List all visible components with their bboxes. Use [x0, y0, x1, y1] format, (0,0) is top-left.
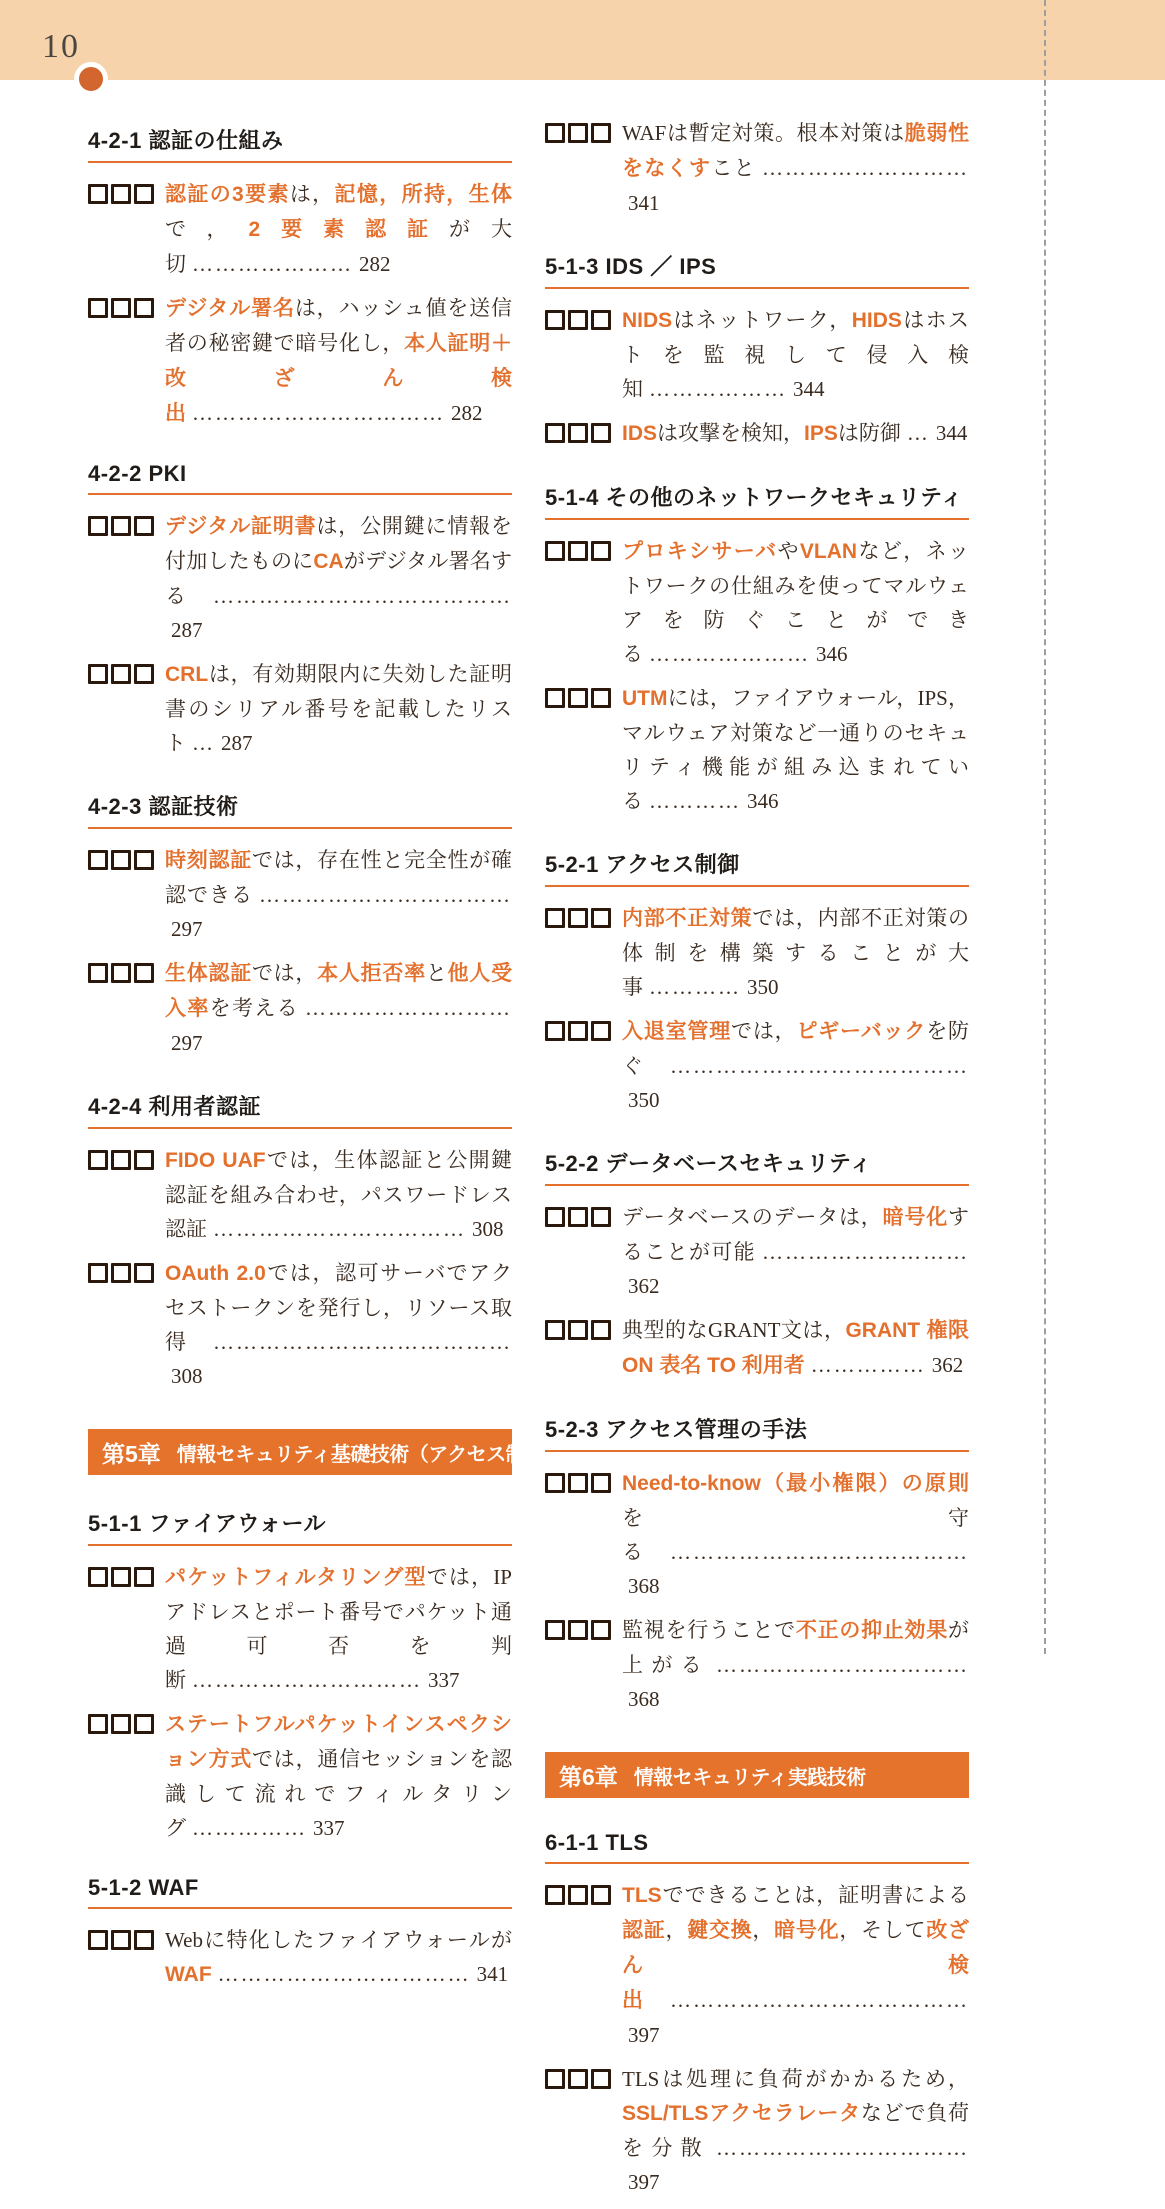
- text-segment: ，: [665, 1918, 688, 1942]
- checkbox-square-icon: [568, 310, 588, 330]
- highlight-segment: 本人証明＋改ざん検出: [165, 332, 513, 425]
- section-heading: 4-2-1 認証の仕組み: [88, 124, 512, 163]
- highlight-segment: IPS: [804, 422, 838, 445]
- checkbox-square-icon: [111, 963, 131, 983]
- checkbox-square-icon: [111, 664, 131, 684]
- checkbox-square-icon: [134, 1150, 154, 1170]
- checkbox-square-icon: [88, 1714, 108, 1734]
- checkbox-square-icon: [88, 1263, 108, 1283]
- highlight-segment: デジタル証明書: [165, 515, 317, 538]
- checkbox-square-icon: [545, 1620, 565, 1640]
- checklist-item: [545, 1200, 969, 1303]
- checkbox-square-icon: [111, 1567, 131, 1587]
- text-segment: することが可能: [622, 1205, 970, 1264]
- chapter-label: 第5章: [102, 1440, 161, 1467]
- dots-leader: ……………………………: [213, 1217, 466, 1241]
- checkboxes-group: [545, 1320, 614, 1340]
- highlight-segment: 不正の抑止効果: [795, 1619, 949, 1642]
- text-segment: を防ぐ: [622, 1019, 970, 1078]
- checkbox-square-icon: [568, 688, 588, 708]
- text-segment: で，: [165, 217, 249, 241]
- checkbox-square-icon: [134, 664, 154, 684]
- page-ref: 397: [628, 2023, 660, 2047]
- checkbox-square-icon: [88, 1930, 108, 1950]
- checkbox-square-icon: [88, 298, 108, 318]
- item-text: [165, 509, 512, 647]
- dots-leader: ……………: [192, 1816, 307, 1840]
- item-text: [622, 116, 969, 220]
- highlight-segment: 認証の3要素: [165, 183, 290, 206]
- checkbox-square-icon: [568, 1207, 588, 1227]
- text-segment: データベースのデータは，: [622, 1205, 883, 1229]
- dots-leader: ………………………: [762, 156, 970, 180]
- text-segment: では，内部不正対策の体制を構築することが大事: [622, 906, 970, 999]
- page-ref: 308: [472, 1217, 504, 1241]
- checklist-item: [545, 681, 969, 818]
- checkboxes-group: [88, 850, 157, 870]
- page-ref: 282: [359, 252, 391, 276]
- item-text: [165, 1256, 512, 1393]
- checklist-item: [545, 1313, 969, 1383]
- highlight-segment: CA: [313, 550, 344, 573]
- item-text: [622, 416, 969, 451]
- checklist-item: [545, 1014, 969, 1117]
- checkbox-square-icon: [134, 1714, 154, 1734]
- page-ref: 341: [628, 191, 660, 215]
- checkbox-square-icon: [545, 310, 565, 330]
- dots-leader: ……………: [810, 1353, 926, 1377]
- highlight-segment: TLS: [622, 1884, 662, 1907]
- checkbox-square-icon: [591, 908, 611, 928]
- checkboxes-group: [545, 310, 614, 330]
- checkboxes-group: [545, 688, 614, 708]
- checkbox-square-icon: [111, 1263, 131, 1283]
- checkbox-square-icon: [545, 1473, 565, 1493]
- text-segment: では，認可サーバでアクセストークンを発行し，リソース取得: [165, 1261, 512, 1354]
- checkbox-square-icon: [591, 423, 611, 443]
- dots-leader: …………………: [649, 642, 810, 666]
- checkbox-square-icon: [568, 123, 588, 143]
- text-segment: では，IPアドレスとポート番号でパケット通過可否を判断: [165, 1565, 512, 1692]
- checkbox-square-icon: [568, 1620, 588, 1640]
- page-ref: 337: [313, 1816, 345, 1840]
- text-segment: が上がる: [622, 1618, 970, 1677]
- highlight-segment: GRANT 権限 ON 表名 TO 利用者: [622, 1319, 969, 1377]
- checkboxes-group: [88, 1714, 157, 1734]
- text-segment: は，ハッシュ値を送信者の秘密鍵で暗号化し，: [165, 296, 512, 355]
- dots-leader: …………………………………: [213, 1330, 512, 1354]
- page-ref: 337: [428, 1668, 460, 1692]
- section-heading: 4-2-2 PKI: [88, 461, 512, 495]
- checkbox-square-icon: [568, 541, 588, 561]
- text-segment: は，: [289, 182, 335, 206]
- dots-leader: ……………………………: [716, 1653, 969, 1677]
- item-text: [165, 1707, 512, 1845]
- checkbox-square-icon: [134, 298, 154, 318]
- text-segment: と: [425, 961, 448, 985]
- checklist-item: [88, 1707, 512, 1845]
- section-heading: 5-2-1 アクセス制御: [545, 848, 969, 887]
- section-heading: 5-2-2 データベースセキュリティ: [545, 1147, 969, 1186]
- text-segment: などで負荷を分散: [622, 2101, 969, 2160]
- highlight-segment: 本人拒否率: [317, 962, 426, 985]
- checkbox-square-icon: [545, 423, 565, 443]
- chapter-title: 情報セキュリティ実践技術: [633, 1766, 866, 1789]
- checkboxes-group: [88, 184, 157, 204]
- highlight-segment: SSL/TLSアクセラレータ: [622, 2102, 861, 2125]
- page-ref: 350: [628, 1088, 660, 1112]
- checkboxes-group: [545, 2069, 614, 2089]
- checkbox-square-icon: [591, 1207, 611, 1227]
- text-segment: 典型的なGRANT文は，: [622, 1318, 846, 1342]
- highlight-segment: パケットフィルタリング型: [165, 1566, 427, 1589]
- checklist-item: [545, 303, 969, 406]
- item-text: [622, 1878, 969, 2052]
- checkbox-square-icon: [545, 1021, 565, 1041]
- section-heading: 5-1-1 ファイアウォール: [88, 1507, 512, 1546]
- checkbox-square-icon: [134, 963, 154, 983]
- checkbox-square-icon: [545, 541, 565, 561]
- dots-leader: …………………………………: [670, 1054, 969, 1078]
- item-text: [165, 1560, 512, 1697]
- text-segment: ，そして: [839, 1918, 927, 1942]
- checkbox-square-icon: [568, 2069, 588, 2089]
- dots-leader: …………………………………: [670, 1988, 969, 2012]
- checkbox-square-icon: [591, 123, 611, 143]
- checkbox-square-icon: [568, 423, 588, 443]
- highlight-segment: 2要素認証: [248, 218, 450, 241]
- highlight-segment: 内部不正対策: [622, 907, 753, 930]
- dots-leader: ……………………………: [716, 2136, 969, 2160]
- dots-leader: …: [192, 731, 215, 755]
- checklist-item: [88, 1143, 512, 1246]
- highlight-segment: 暗号化: [774, 1919, 840, 1942]
- chapter-banner: [88, 1429, 565, 1475]
- page-ref: 287: [171, 618, 203, 642]
- checkboxes-group: [545, 1473, 614, 1493]
- checkbox-square-icon: [591, 541, 611, 561]
- text-segment: がデジタル署名する: [165, 549, 512, 608]
- checklist-item: [88, 1256, 512, 1393]
- checkboxes-group: [88, 1150, 157, 1170]
- text-segment: には，ファイアウォール，IPS，マルウェア対策など一通りのセキュリティ機能が組み込まれている: [622, 686, 969, 813]
- highlight-segment: CRL: [165, 663, 209, 686]
- item-text: [622, 2062, 969, 2199]
- checkbox-square-icon: [545, 688, 565, 708]
- checkbox-square-icon: [111, 1714, 131, 1734]
- checklist-item: [88, 657, 512, 760]
- dots-leader: …: [906, 421, 930, 445]
- page-header-band: [0, 0, 1165, 80]
- checkboxes-group: [545, 1620, 614, 1640]
- checkbox-square-icon: [111, 850, 131, 870]
- highlight-segment: VLAN: [799, 540, 858, 563]
- text-segment: は防御: [837, 421, 901, 445]
- text-segment: は，公開鍵に情報を付加したものに: [165, 514, 513, 573]
- page-ref: 362: [931, 1353, 964, 1377]
- checkbox-square-icon: [568, 1021, 588, 1041]
- page-ref: 350: [747, 975, 779, 999]
- page-ref: 297: [171, 1031, 203, 1055]
- checkboxes-group: [88, 516, 157, 536]
- text-segment: はホストを監視して侵入検知: [622, 308, 969, 401]
- checkboxes-group: [545, 541, 614, 561]
- checkbox-square-icon: [568, 908, 588, 928]
- checkboxes-group: [545, 123, 614, 143]
- dots-leader: ……………………………: [259, 883, 512, 907]
- checkbox-square-icon: [134, 1567, 154, 1587]
- text-segment: が大切: [165, 217, 512, 276]
- item-text: [622, 1613, 969, 1716]
- checklist-item: [545, 901, 969, 1004]
- checkbox-square-icon: [88, 850, 108, 870]
- section-heading: 5-2-3 アクセス管理の手法: [545, 1413, 969, 1452]
- checkbox-square-icon: [134, 850, 154, 870]
- checkboxes-group: [88, 963, 157, 983]
- page-ref: 287: [221, 731, 253, 755]
- text-segment: はネットワーク，: [672, 308, 852, 332]
- checklist-item: [545, 1613, 969, 1716]
- item-text: [165, 843, 512, 946]
- section-heading: 4-2-3 認証技術: [88, 790, 512, 829]
- item-text: [622, 534, 969, 671]
- highlight-segment: デジタル署名: [165, 297, 295, 320]
- chapter-title: 情報セキュリティ基礎技術（アクセス制御）: [176, 1443, 565, 1466]
- text-segment: は攻撃を検知，: [657, 421, 805, 445]
- page-ref: 346: [816, 642, 848, 666]
- checklist-item: [545, 116, 969, 220]
- checklist-item: [545, 416, 969, 451]
- highlight-segment: Need-to-know（最小権限）の原則: [622, 1472, 969, 1495]
- highlight-segment: プロキシサーバ: [622, 540, 778, 563]
- highlight-segment: OAuth 2.0: [165, 1262, 266, 1285]
- highlight-segment: ステートフルパケットインスペクション方式: [165, 1713, 512, 1771]
- checkbox-square-icon: [88, 664, 108, 684]
- dots-leader: ……………………………: [192, 401, 445, 425]
- checkbox-square-icon: [111, 184, 131, 204]
- checklist-item: [545, 534, 969, 671]
- checkboxes-group: [545, 423, 614, 443]
- highlight-segment: ピギーバック: [796, 1020, 927, 1043]
- checkbox-square-icon: [591, 310, 611, 330]
- section-heading: 5-1-4 その他のネットワークセキュリティ: [545, 481, 969, 520]
- dots-leader: ………………: [649, 377, 787, 401]
- highlight-segment: HIDS: [851, 309, 902, 332]
- checkbox-square-icon: [88, 184, 108, 204]
- section-heading: 5-1-2 WAF: [88, 1875, 512, 1909]
- dots-leader: ……………………………: [217, 1962, 471, 1986]
- checkbox-square-icon: [134, 516, 154, 536]
- item-text: [622, 901, 969, 1004]
- highlight-segment: 暗号化: [882, 1206, 949, 1229]
- checkbox-square-icon: [88, 1150, 108, 1170]
- checkbox-square-icon: [591, 1620, 611, 1640]
- dots-leader: ………………………: [762, 1240, 969, 1264]
- dashed-margin-line: [1044, 0, 1046, 1654]
- page-ref: 368: [628, 1574, 660, 1598]
- text-segment: WAFは暫定対策。根本対策は: [622, 121, 905, 145]
- item-text: [165, 177, 512, 281]
- item-text: [165, 657, 512, 760]
- item-text: [622, 681, 969, 818]
- highlight-segment: 鍵交換: [687, 1919, 753, 1942]
- section-heading: 4-2-4 利用者認証: [88, 1090, 512, 1129]
- highlight-segment: WAF: [165, 1963, 212, 1986]
- text-segment: こと: [711, 156, 757, 180]
- page-ref: 344: [793, 377, 825, 401]
- checklist-item: [88, 509, 512, 647]
- text-segment: では，: [731, 1019, 797, 1043]
- dots-leader: …………………………………: [213, 584, 512, 608]
- section-heading: 5-1-3 IDS ／ IPS: [545, 250, 969, 289]
- checklist-item: [545, 2062, 969, 2199]
- highlight-segment: 入退室管理: [622, 1020, 732, 1043]
- checkbox-square-icon: [545, 123, 565, 143]
- page-ref: 344: [935, 421, 968, 445]
- text-segment: 監視を行うことで: [622, 1618, 796, 1642]
- item-text: [622, 1200, 969, 1303]
- item-text: [165, 1143, 512, 1246]
- text-segment: Webに特化したファイアウォールが: [165, 1928, 512, 1952]
- checkbox-square-icon: [111, 1930, 131, 1950]
- checklist-item: [88, 177, 512, 281]
- dots-leader: …………………: [192, 252, 353, 276]
- page-ref: 362: [628, 1274, 660, 1298]
- checkbox-square-icon: [134, 184, 154, 204]
- highlight-segment: 改ざん検出: [622, 1919, 970, 2012]
- checkbox-square-icon: [545, 1320, 565, 1340]
- checklist-item: [88, 1923, 512, 1992]
- checklist-item: [88, 843, 512, 946]
- checkbox-square-icon: [591, 1473, 611, 1493]
- dots-leader: …………………………: [192, 1668, 422, 1692]
- highlight-segment: IDS: [622, 422, 658, 445]
- checkbox-square-icon: [545, 1207, 565, 1227]
- checkboxes-group: [545, 1885, 614, 1905]
- checklist-item: [545, 1878, 969, 2052]
- checkbox-square-icon: [545, 1885, 565, 1905]
- checkbox-square-icon: [88, 963, 108, 983]
- page-ref: 397: [628, 2170, 660, 2194]
- checkboxes-group: [545, 1021, 614, 1041]
- highlight-segment: 生体認証: [165, 962, 252, 985]
- page-ref: 308: [171, 1364, 203, 1388]
- checkbox-square-icon: [591, 2069, 611, 2089]
- item-text: [165, 1923, 512, 1992]
- section-heading: 6-1-1 TLS: [545, 1830, 969, 1864]
- page-ref: 297: [171, 917, 203, 941]
- text-segment: では，生体認証と公開鍵認証を組み合わせ，パスワードレス認証: [165, 1148, 513, 1241]
- checkboxes-group: [88, 664, 157, 684]
- text-segment: TLSは処理に負荷がかかるため，: [622, 2067, 969, 2091]
- item-text: [165, 956, 512, 1060]
- text-segment: や: [777, 539, 800, 563]
- checkbox-square-icon: [568, 1473, 588, 1493]
- dots-leader: …………………………………: [670, 1540, 969, 1564]
- checkboxes-group: [88, 1930, 157, 1950]
- checkbox-square-icon: [591, 1021, 611, 1041]
- checkbox-square-icon: [568, 1320, 588, 1340]
- checklist-item: [88, 291, 512, 431]
- checkbox-square-icon: [88, 1567, 108, 1587]
- highlight-segment: 認証: [622, 1919, 666, 1942]
- highlight-segment: 時刻認証: [165, 849, 252, 872]
- page-ref: 282: [451, 401, 483, 425]
- checkbox-square-icon: [134, 1263, 154, 1283]
- checkbox-square-icon: [111, 1150, 131, 1170]
- item-text: [622, 1313, 969, 1383]
- checkboxes-group: [88, 298, 157, 318]
- column-left: [88, 116, 565, 2002]
- circle-dot-icon: [74, 62, 108, 96]
- checklist-item: [88, 956, 512, 1060]
- item-text: [165, 291, 512, 431]
- checkboxes-group: [88, 1567, 157, 1587]
- checklist-item: [545, 1466, 969, 1603]
- chapter-banner: [545, 1752, 969, 1798]
- page-ref: 368: [628, 1687, 660, 1711]
- checkbox-square-icon: [591, 688, 611, 708]
- checkbox-square-icon: [591, 1885, 611, 1905]
- text-segment: では，通信セッションを認識して流れでフィルタリング: [165, 1747, 512, 1840]
- chapter-label: 第6章: [559, 1763, 618, 1790]
- highlight-segment: 脆弱性をなくす: [622, 122, 970, 180]
- column-right: [545, 116, 969, 2209]
- highlight-segment: UTM: [622, 687, 668, 710]
- checkbox-square-icon: [111, 298, 131, 318]
- checkboxes-group: [545, 908, 614, 928]
- dots-leader: …………: [649, 975, 741, 999]
- highlight-segment: NIDS: [622, 309, 673, 332]
- highlight-segment: 他人受入率: [165, 962, 513, 1020]
- checkbox-square-icon: [545, 908, 565, 928]
- highlight-segment: FIDO UAF: [165, 1149, 266, 1172]
- text-segment: でできることは，証明書による: [661, 1883, 969, 1907]
- text-segment: では，存在性と完全性が確認できる: [165, 848, 513, 907]
- checkboxes-group: [88, 1263, 157, 1283]
- page-ref: 346: [747, 789, 779, 813]
- checkbox-square-icon: [591, 1320, 611, 1340]
- text-segment: を守る: [622, 1506, 969, 1564]
- dots-leader: …………: [649, 789, 741, 813]
- checkbox-square-icon: [545, 2069, 565, 2089]
- checkbox-square-icon: [111, 516, 131, 536]
- text-segment: は，有効期限内に失効した証明書のシリアル番号を記載したリスト: [165, 662, 512, 755]
- text-segment: など，ネットワークの仕組みを使ってマルウェアを防ぐことができる: [622, 539, 969, 666]
- text-segment: を考える: [209, 996, 300, 1020]
- checkboxes-group: [545, 1207, 614, 1227]
- item-text: [622, 1014, 969, 1117]
- page-ref: 341: [476, 1962, 509, 1986]
- checkbox-square-icon: [134, 1930, 154, 1950]
- text-segment: ，: [752, 1918, 775, 1942]
- item-text: [622, 1466, 969, 1603]
- page-number: 10: [42, 28, 80, 65]
- dots-leader: ………………………: [305, 996, 513, 1020]
- checklist-item: [88, 1560, 512, 1697]
- text-segment: では，: [251, 961, 318, 985]
- item-text: [622, 303, 969, 406]
- checkbox-square-icon: [88, 516, 108, 536]
- checkbox-square-icon: [568, 1885, 588, 1905]
- highlight-segment: 記憶，所持，生体: [334, 183, 513, 206]
